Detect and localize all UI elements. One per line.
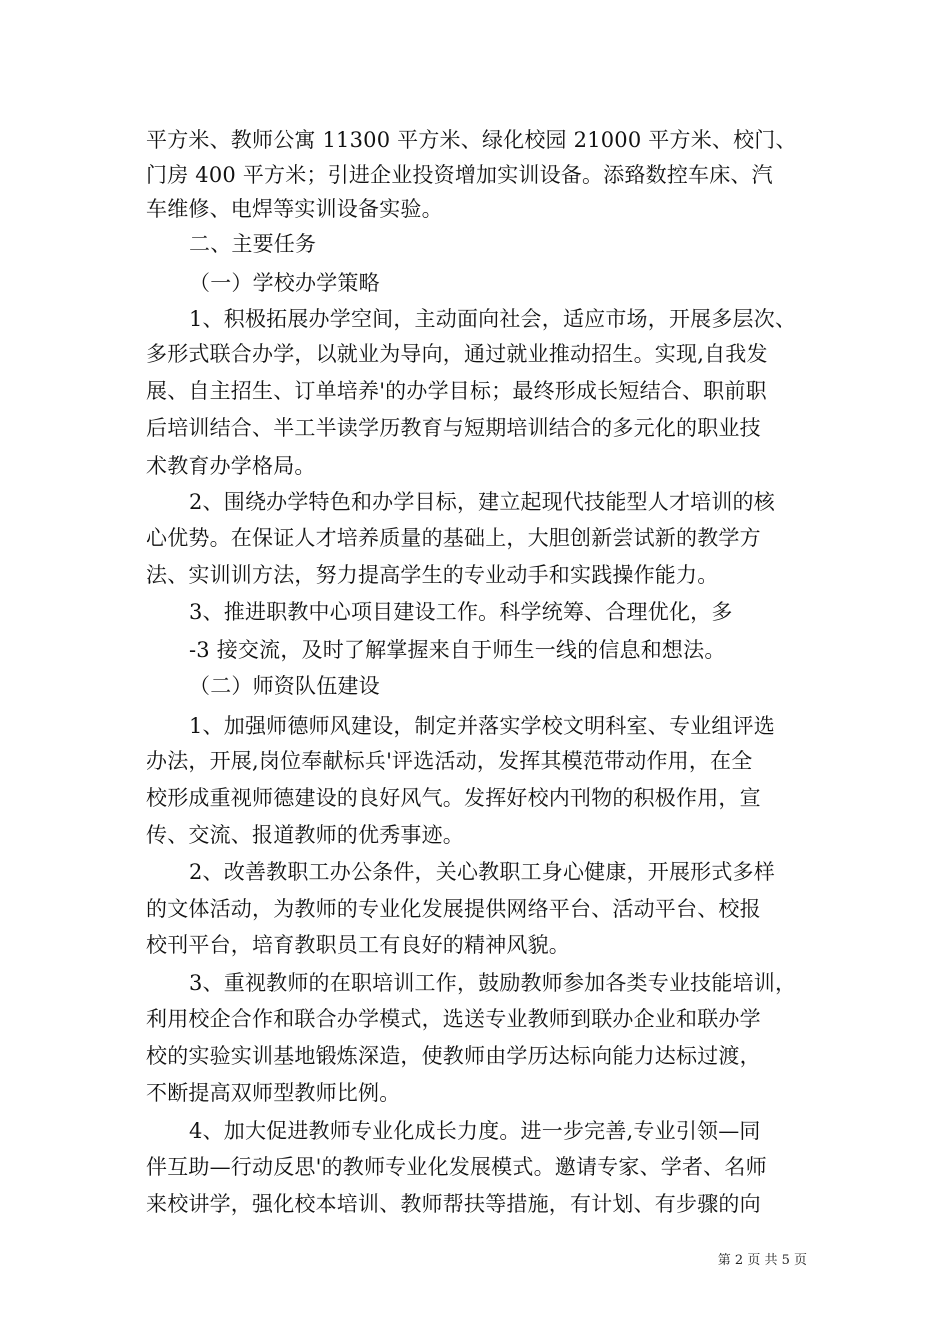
text-line: 多形式联合办学，以就业为导向，通过就业推动招生。实现,自我发 [146, 342, 768, 366]
text-line: 平方米、教师公寓 11300 平方米、绿化校园 21000 平方米、校门、 [146, 128, 797, 152]
text-line: 校的实验实训基地锻炼深造，使教师由学历达标向能力达标过渡， [146, 1044, 761, 1068]
text-line: 术教育办学格局。 [146, 454, 316, 478]
text-line: 办法，开展,岗位奉献标兵'评选活动，发挥其模范带动作用，在全 [146, 749, 753, 773]
text-line: 校刊平台，培育教职员工有良好的精神风貌。 [146, 933, 570, 957]
text-line: 门房 400 平方米；引进企业投资增加实训设备。添臵数控车床、汽 [146, 163, 773, 187]
text-line: 1、积极拓展办学空间，主动面向社会，适应市场，开展多层次、 [189, 307, 797, 331]
text-line: 3、重视教师的在职培训工作，鼓励教师参加各类专业技能培训， [189, 971, 797, 995]
text-line: 心优势。在保证人才培养质量的基础上，大胆创新尝试新的教学方 [146, 526, 761, 550]
text-line: 展、自主招生、订单培养'的办学目标；最终形成长短结合、职前职 [146, 379, 767, 403]
text-line: -3 接交流，及时了解掌握来自于师生一线的信息和想法。 [189, 638, 726, 662]
text-line: 4、加大促进教师专业化成长力度。进一步完善,专业引领—同 [189, 1119, 761, 1143]
text-line: 1、加强师德师风建设，制定并落实学校文明科室、专业组评选 [189, 714, 775, 738]
text-line: 后培训结合、半工半读学历教育与短期培训结合的多元化的职业技 [146, 416, 761, 440]
text-line: 2、围绕办学特色和办学目标，建立起现代技能型人才培训的核 [189, 490, 775, 514]
section-heading: 二、主要任务 [189, 232, 317, 256]
text-line: 不断提高双师型教师比例。 [146, 1081, 401, 1105]
text-line: 的文体活动，为教师的专业化发展提供网络平台、活动平台、校报 [146, 897, 761, 921]
text-line: 法、实训训方法，努力提高学生的专业动手和实践操作能力。 [146, 563, 719, 587]
page-number: 第 2 页 共 5 页 [717, 1253, 807, 1268]
subsection-heading: （一）学校办学策略 [189, 271, 380, 295]
text-line: 2、改善教职工办公条件，关心教职工身心健康，开展形式多样 [189, 860, 775, 884]
text-line: 车维修、电焊等实训设备实验。 [146, 197, 443, 221]
text-line: 校形成重视师德建设的良好风气。发挥好校内刊物的积极作用，宣 [146, 786, 761, 810]
text-line: 伴互助—行动反思'的教师专业化发展模式。邀请专家、学者、名师 [146, 1155, 767, 1179]
text-line: 来校讲学，强化校本培训、教师帮扶等措施，有计划、有步骤的向 [146, 1192, 761, 1216]
text-line: 3、推进职教中心项目建设工作。科学统筹、合理优化，多 [189, 600, 733, 624]
text-line: 传、交流、报道教师的优秀事迹。 [146, 823, 464, 847]
subsection-heading: （二）师资队伍建设 [189, 674, 380, 698]
text-line: 利用校企合作和联合办学模式，选送专业教师到联办企业和联办学 [146, 1007, 761, 1031]
